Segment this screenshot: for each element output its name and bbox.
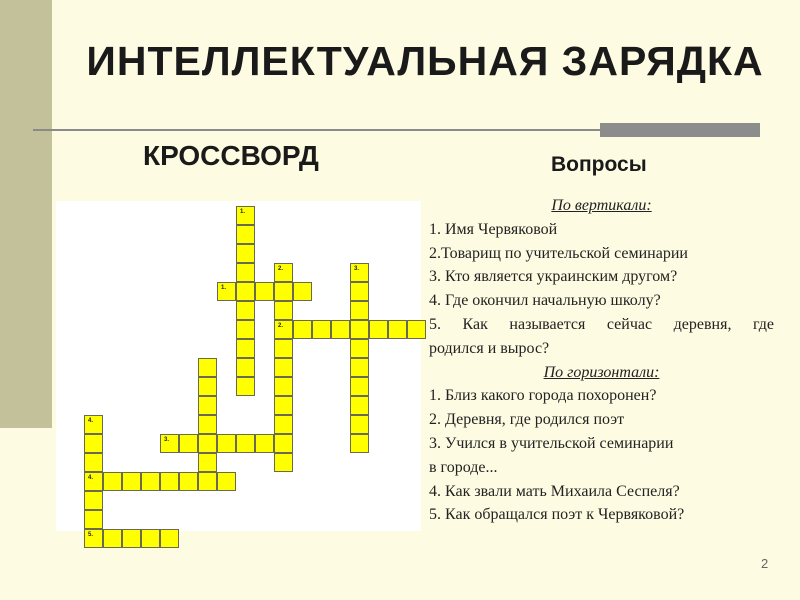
horizontal-question: 2. Деревня, где родился поэт — [429, 411, 625, 429]
clue-number: 5. — [88, 532, 94, 538]
crossword-grid — [56, 201, 421, 538]
crossword-cell — [350, 396, 369, 415]
crossword-cell — [312, 320, 331, 339]
crossword-cell — [350, 377, 369, 396]
question-word: Как — [462, 315, 488, 333]
clue-number: 2. — [278, 266, 284, 272]
crossword-cell — [236, 377, 255, 396]
crossword-cell — [350, 282, 369, 301]
crossword-cell — [179, 434, 198, 453]
question-word: где — [752, 315, 774, 333]
clue-number: 4. — [88, 475, 94, 481]
clue-number: 3. — [164, 437, 170, 443]
vertical-heading: По вертикали: — [551, 197, 652, 214]
vertical-question: 3. Кто является украинским другом? — [429, 268, 678, 286]
clue-number: 4. — [88, 418, 94, 424]
crossword-cell — [236, 282, 255, 301]
questions-heading: Вопросы — [551, 153, 647, 176]
crossword-cell — [350, 434, 369, 453]
crossword-cell — [217, 472, 236, 491]
crossword-cell — [236, 320, 255, 339]
crossword-cell — [274, 301, 293, 320]
crossword-cell — [350, 301, 369, 320]
crossword-cell — [160, 434, 179, 453]
crossword-cell — [84, 415, 103, 434]
crossword-cell — [350, 263, 369, 282]
crossword-cell — [236, 301, 255, 320]
vertical-question: 1. Имя Червяковой — [429, 220, 558, 238]
crossword-cell — [122, 529, 141, 548]
crossword-heading: КРОССВОРД — [143, 140, 319, 171]
crossword-cell — [236, 339, 255, 358]
crossword-cell — [274, 396, 293, 415]
crossword-cell — [369, 320, 388, 339]
crossword-cell — [236, 358, 255, 377]
crossword-cell — [122, 472, 141, 491]
crossword-cell — [217, 434, 236, 453]
clue-number: 1. — [240, 209, 246, 215]
crossword-cell — [103, 472, 122, 491]
crossword-cell — [350, 320, 369, 339]
crossword-cell — [236, 206, 255, 225]
crossword-cell — [274, 453, 293, 472]
divider-line — [33, 129, 613, 131]
crossword-cell — [141, 472, 160, 491]
clue-number: 2. — [278, 323, 284, 329]
crossword-cell — [236, 263, 255, 282]
horizontal-heading: По горизонтали: — [543, 363, 660, 381]
crossword-cell — [274, 415, 293, 434]
horizontal-question: 4. Как звали мать Михаила Сеспеля? — [429, 482, 680, 500]
questions-panel — [429, 194, 774, 527]
crossword-cell — [255, 282, 274, 301]
crossword-cell — [198, 453, 217, 472]
horizontal-question: 5. Как обращался поэт к Червяковой? — [429, 506, 685, 524]
crossword-cell — [255, 434, 274, 453]
crossword-cell — [160, 529, 179, 548]
horizontal-question: в городе... — [429, 458, 498, 476]
question-word: деревня, — [673, 315, 732, 333]
horizontal-question: 1. Близ какого города похоронен? — [429, 387, 657, 405]
crossword-cell — [198, 472, 217, 491]
crossword-cell — [274, 320, 293, 339]
crossword-cell — [274, 263, 293, 282]
crossword-cell — [198, 434, 217, 453]
crossword-cell — [179, 472, 198, 491]
vertical-question — [429, 313, 774, 337]
crossword-cell — [84, 472, 103, 491]
crossword-cell — [388, 320, 407, 339]
crossword-cell — [84, 510, 103, 529]
crossword-cell — [84, 434, 103, 453]
crossword-cell — [293, 320, 312, 339]
slide-title: ИНТЕЛЛЕКТУАЛЬНАЯ ЗАРЯДКА — [86, 38, 764, 84]
horizontal-question: 3. Учился в учительской семинарии — [429, 434, 674, 452]
crossword-cell — [198, 377, 217, 396]
crossword-cell — [274, 434, 293, 453]
crossword-cell — [274, 339, 293, 358]
crossword-cell — [198, 415, 217, 434]
question-word: сейчас — [606, 315, 653, 333]
crossword-cell — [160, 472, 179, 491]
crossword-cell — [293, 282, 312, 301]
vertical-question-continued: родился и вырос? — [429, 339, 550, 357]
crossword-cell — [198, 396, 217, 415]
crossword-cell — [407, 320, 426, 339]
divider-bar — [600, 123, 760, 137]
crossword-cell — [350, 339, 369, 358]
crossword-cell — [274, 358, 293, 377]
crossword-cell — [198, 358, 217, 377]
crossword-cell — [236, 434, 255, 453]
question-word: называется — [509, 315, 586, 333]
crossword-cell — [84, 491, 103, 510]
crossword-cell — [84, 453, 103, 472]
crossword-cell — [331, 320, 350, 339]
page-number: 2 — [761, 556, 769, 571]
crossword-cell — [274, 282, 293, 301]
crossword-cell — [236, 244, 255, 263]
crossword-cell — [236, 225, 255, 244]
crossword-cell — [103, 529, 122, 548]
crossword-cell — [217, 282, 236, 301]
crossword-cell — [350, 358, 369, 377]
clue-number: 3. — [354, 266, 360, 272]
clue-number: 1. — [221, 285, 227, 291]
vertical-question: 4. Где окончил начальную школу? — [429, 292, 661, 310]
crossword-cell — [274, 377, 293, 396]
question-word: 5. — [429, 315, 441, 333]
crossword-cell — [141, 529, 160, 548]
crossword-cell — [84, 529, 103, 548]
crossword-cell — [350, 415, 369, 434]
vertical-question: 2.Товарищ по учительской семинарии — [429, 244, 688, 262]
